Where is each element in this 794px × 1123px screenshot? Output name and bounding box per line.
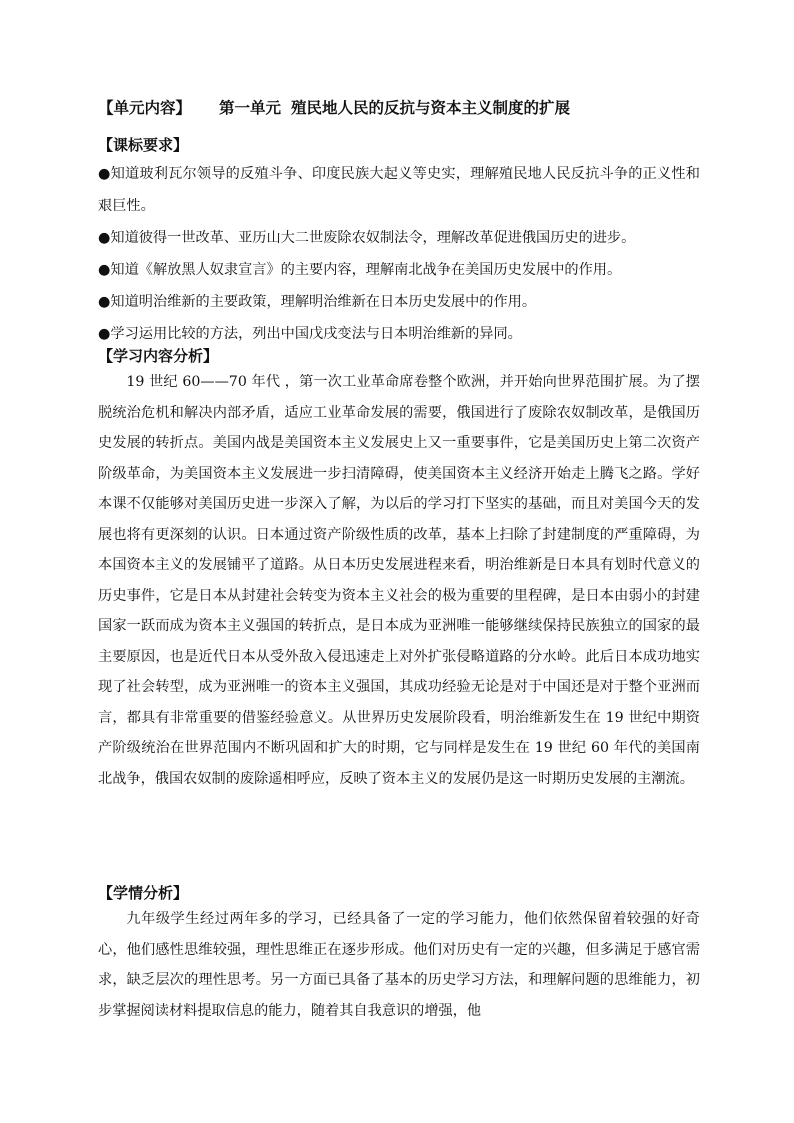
curriculum-item: ●知道彼得一世改革、亚历山大二世废除农奴制法令，理解改革促进俄国历史的进步。 — [98, 230, 636, 246]
bullet-icon: ● — [98, 262, 111, 278]
bullet-icon: ● — [98, 294, 111, 310]
learners-title: 【学情分析】 — [98, 884, 189, 902]
curriculum-item: ●知道玻利瓦尔领导的反殖斗争、印度民族大起义等史实，理解殖民地人民反抗斗争的正义性和艰巨性。 — [98, 166, 700, 214]
bullet-icon: ● — [98, 166, 111, 182]
unit-label: 【单元内容】 — [98, 99, 192, 117]
curriculum-item: ●知道《解放黑人奴隶宣言》的主要内容，理解南北战争在美国历史发展中的作用。 — [98, 262, 622, 278]
curriculum-item: ●知道明治维新的主要政策，理解明治维新在日本历史发展中的作用。 — [98, 294, 537, 310]
bullet-icon: ● — [98, 326, 111, 342]
analysis-paragraph: 19 世纪 60——70 年代 ，第一次工业革命席卷整个欧洲，并开始向世界范围扩展。为了摆脱统治危机和解决内部矛盾，适应工业革命发展的需要，俄国进行了废除农奴制改革，是俄国历史发展的转折点。美国内战是美国资本主义发展史上又一重要事件，它是美国历史上第二次资产阶级革命，为美国资本主义发展进一步扫清障碍，使美国资本主义经济开始走上腾飞之路。学好本课不仅能够对美国历史进一步深入了解，为以后的学习打下坚实的基础，而且对美国今天的发展也将有更深刻的认识。日本通过资产阶级性质的改革，基本上扫除了封建制度的严重障碍，为本国资本主义的发展铺平了道路。从日本历史发展进程来看，明治维新是日本具有划时代意义的历史事件，它是日本从封建社会转变为资本主义社会的极为重要的里程碑，是日本由弱小的封建国家一跃而成为资本主义强国的转折点，是日本成为亚洲唯一能够继续保持民族独立的国家的最主要原因，也是近代日本从受外敌入侵迅速走上对外扩张侵略道路的分水岭。此后日本成功地实现了社会转型，成为亚洲唯一的资本主义强国，其成功经验无论是对于中国还是对于整个亚洲而言，都具有非常重要的借鉴经验意义。从世界历史发展阶段看，明治维新发生在 19 世纪中期资产阶级统治在世界范围内不断巩固和扩大的时期，它与同样是发生在 19 世纪 60 年代的美国南北战争，俄国农奴制的废除遥相呼应，反映了资本主义的发展仍是这一时期历史发展的主潮流。 — [98, 374, 700, 787]
curriculum-item: ●学习运用比较的方法，列出中国戊戌变法与日本明治维新的异同。 — [98, 326, 522, 342]
analysis-title: 【学习内容分析】 — [98, 347, 219, 365]
bullet-icon: ● — [98, 230, 111, 246]
unit-title: 殖民地人民的反抗与资本主义制度的扩展 — [291, 99, 571, 117]
learners-paragraph: 九年级学生经过两年多的学习，已经具备了一定的学习能力，他们依然保留着较强的好奇心，他们感性思维较强，理性思维正在逐步形成。他们对历史有一定的兴趣，但多满足于感官需求，缺乏层次的理性思考。另一方面已具备了基本的历史学习方法，和理解问题的思维能力，初步掌握阅读材料提取信息的能力，随着其自我意识的增强，他 — [98, 911, 700, 1019]
unit-heading — [98, 96, 698, 118]
unit-name: 第一单元 — [219, 99, 282, 117]
curriculum-title: 【课标要求】 — [98, 136, 189, 154]
